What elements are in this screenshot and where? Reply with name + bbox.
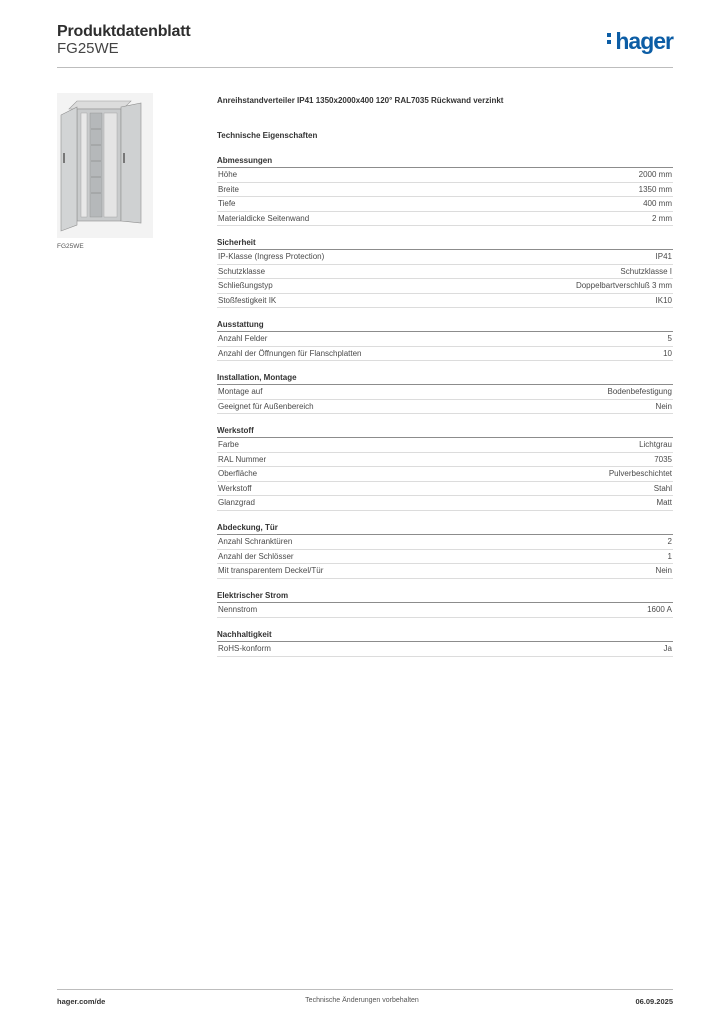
spec-row xyxy=(217,168,673,183)
spec-group-title: Ausstattung xyxy=(217,318,673,332)
spec-row xyxy=(217,467,673,482)
spec-value: IP41 xyxy=(655,252,672,261)
spec-value: Doppelbartverschluß 3 mm xyxy=(575,281,672,291)
spec-value: 5 xyxy=(667,334,672,343)
spec-row xyxy=(217,535,673,550)
spec-label: Werkstoff xyxy=(218,483,252,493)
spec-value: 2 mm xyxy=(652,213,672,223)
spec-label: RAL Nummer xyxy=(218,454,267,464)
spec-row xyxy=(217,197,673,212)
spec-value: Stahl xyxy=(653,483,672,493)
spec-label: Oberfläche xyxy=(218,469,258,479)
spec-label: Höhe xyxy=(218,170,238,179)
section-heading: Technische Eigenschaften xyxy=(217,131,318,140)
logo-text: hager xyxy=(615,28,673,54)
spec-row xyxy=(217,332,673,347)
footer-disclaimer: Technische Änderungen vorbehalten xyxy=(305,997,419,1004)
cabinet-illustration-icon xyxy=(57,93,153,238)
footer-website: hager.com/de xyxy=(57,997,106,1006)
document-title: Produktdatenblatt xyxy=(57,23,191,40)
spec-value: Schutzklasse I xyxy=(620,266,672,276)
header-divider xyxy=(57,67,673,68)
spec-row xyxy=(217,250,673,265)
hager-logo xyxy=(607,28,673,55)
article-number: FG25WE xyxy=(57,40,119,57)
spec-value: 2 xyxy=(667,537,672,546)
logo-colon-icon xyxy=(607,30,613,47)
spec-label: Geeignet für Außenbereich xyxy=(218,401,314,411)
spec-label: Nennstrom xyxy=(218,605,258,614)
spec-value: 10 xyxy=(663,348,672,358)
spec-group-title: Nachhaltigkeit xyxy=(217,628,673,642)
spec-value: 7035 xyxy=(654,454,672,464)
spec-label: Glanzgrad xyxy=(218,498,255,508)
spec-label: Breite xyxy=(218,184,239,194)
spec-value: Matt xyxy=(656,498,672,508)
spec-row xyxy=(217,482,673,497)
spec-value: Pulverbeschichtet xyxy=(608,469,672,479)
spec-row xyxy=(217,279,673,294)
spec-label: Materialdicke Seitenwand xyxy=(218,213,310,223)
spec-label: Anzahl Schranktüren xyxy=(218,537,293,546)
product-description: Anreihstandverteiler IP41 1350x2000x400 120° RAL7035 Rückwand verzinkt xyxy=(217,96,504,105)
spec-group-title: Abdeckung, Tür xyxy=(217,521,673,535)
spec-group-title: Werkstoff xyxy=(217,424,673,438)
spec-row xyxy=(217,265,673,280)
spec-label: Tiefe xyxy=(218,199,236,209)
spec-row xyxy=(217,496,673,511)
spec-label: Anzahl der Öffnungen für Flanschplatten xyxy=(218,348,362,358)
spec-value: 400 mm xyxy=(643,199,672,209)
spec-value: 1350 mm xyxy=(638,184,672,194)
spec-value: 1600 A xyxy=(647,605,672,614)
spec-value: Nein xyxy=(655,566,672,576)
spec-row xyxy=(217,385,673,400)
page-header xyxy=(57,20,673,70)
spec-row xyxy=(217,564,673,579)
spec-value: IK10 xyxy=(655,295,672,305)
spec-row xyxy=(217,183,673,198)
spec-group-title: Elektrischer Strom xyxy=(217,589,673,603)
spec-label: Farbe xyxy=(218,440,239,449)
spec-label: Stoßfestigkeit IK xyxy=(218,295,277,305)
spec-value: 1 xyxy=(667,551,672,561)
spec-label: RoHS-konform xyxy=(218,644,271,653)
spec-label: Schutzklasse xyxy=(218,266,266,276)
spec-group-title: Abmessungen xyxy=(217,154,673,168)
spec-row xyxy=(217,550,673,565)
spec-row xyxy=(217,400,673,415)
spec-value: 2000 mm xyxy=(638,170,672,179)
spec-group-title: Installation, Montage xyxy=(217,371,673,385)
spec-row xyxy=(217,438,673,453)
spec-row xyxy=(217,347,673,362)
spec-group-title: Sicherheit xyxy=(217,236,673,250)
spec-label: Montage auf xyxy=(218,387,263,396)
product-image xyxy=(57,93,153,238)
spec-row xyxy=(217,294,673,309)
spec-value: Bodenbefestigung xyxy=(607,387,672,396)
spec-label: Mit transparentem Deckel/Tür xyxy=(218,566,324,576)
spec-row xyxy=(217,603,673,618)
spec-label: Anzahl der Schlösser xyxy=(218,551,294,561)
spec-value: Lichtgrau xyxy=(639,440,672,449)
spec-label: Anzahl Felder xyxy=(218,334,268,343)
spec-row xyxy=(217,453,673,468)
spec-value: Ja xyxy=(663,644,672,653)
spec-label: IP-Klasse (Ingress Protection) xyxy=(218,252,325,261)
footer-divider xyxy=(57,989,673,990)
spec-row xyxy=(217,642,673,657)
image-caption: FG25WE xyxy=(57,243,84,250)
footer-date: 06.09.2025 xyxy=(635,997,673,1006)
spec-row xyxy=(217,212,673,227)
spec-value: Nein xyxy=(655,401,672,411)
spec-label: Schließungstyp xyxy=(218,281,273,291)
